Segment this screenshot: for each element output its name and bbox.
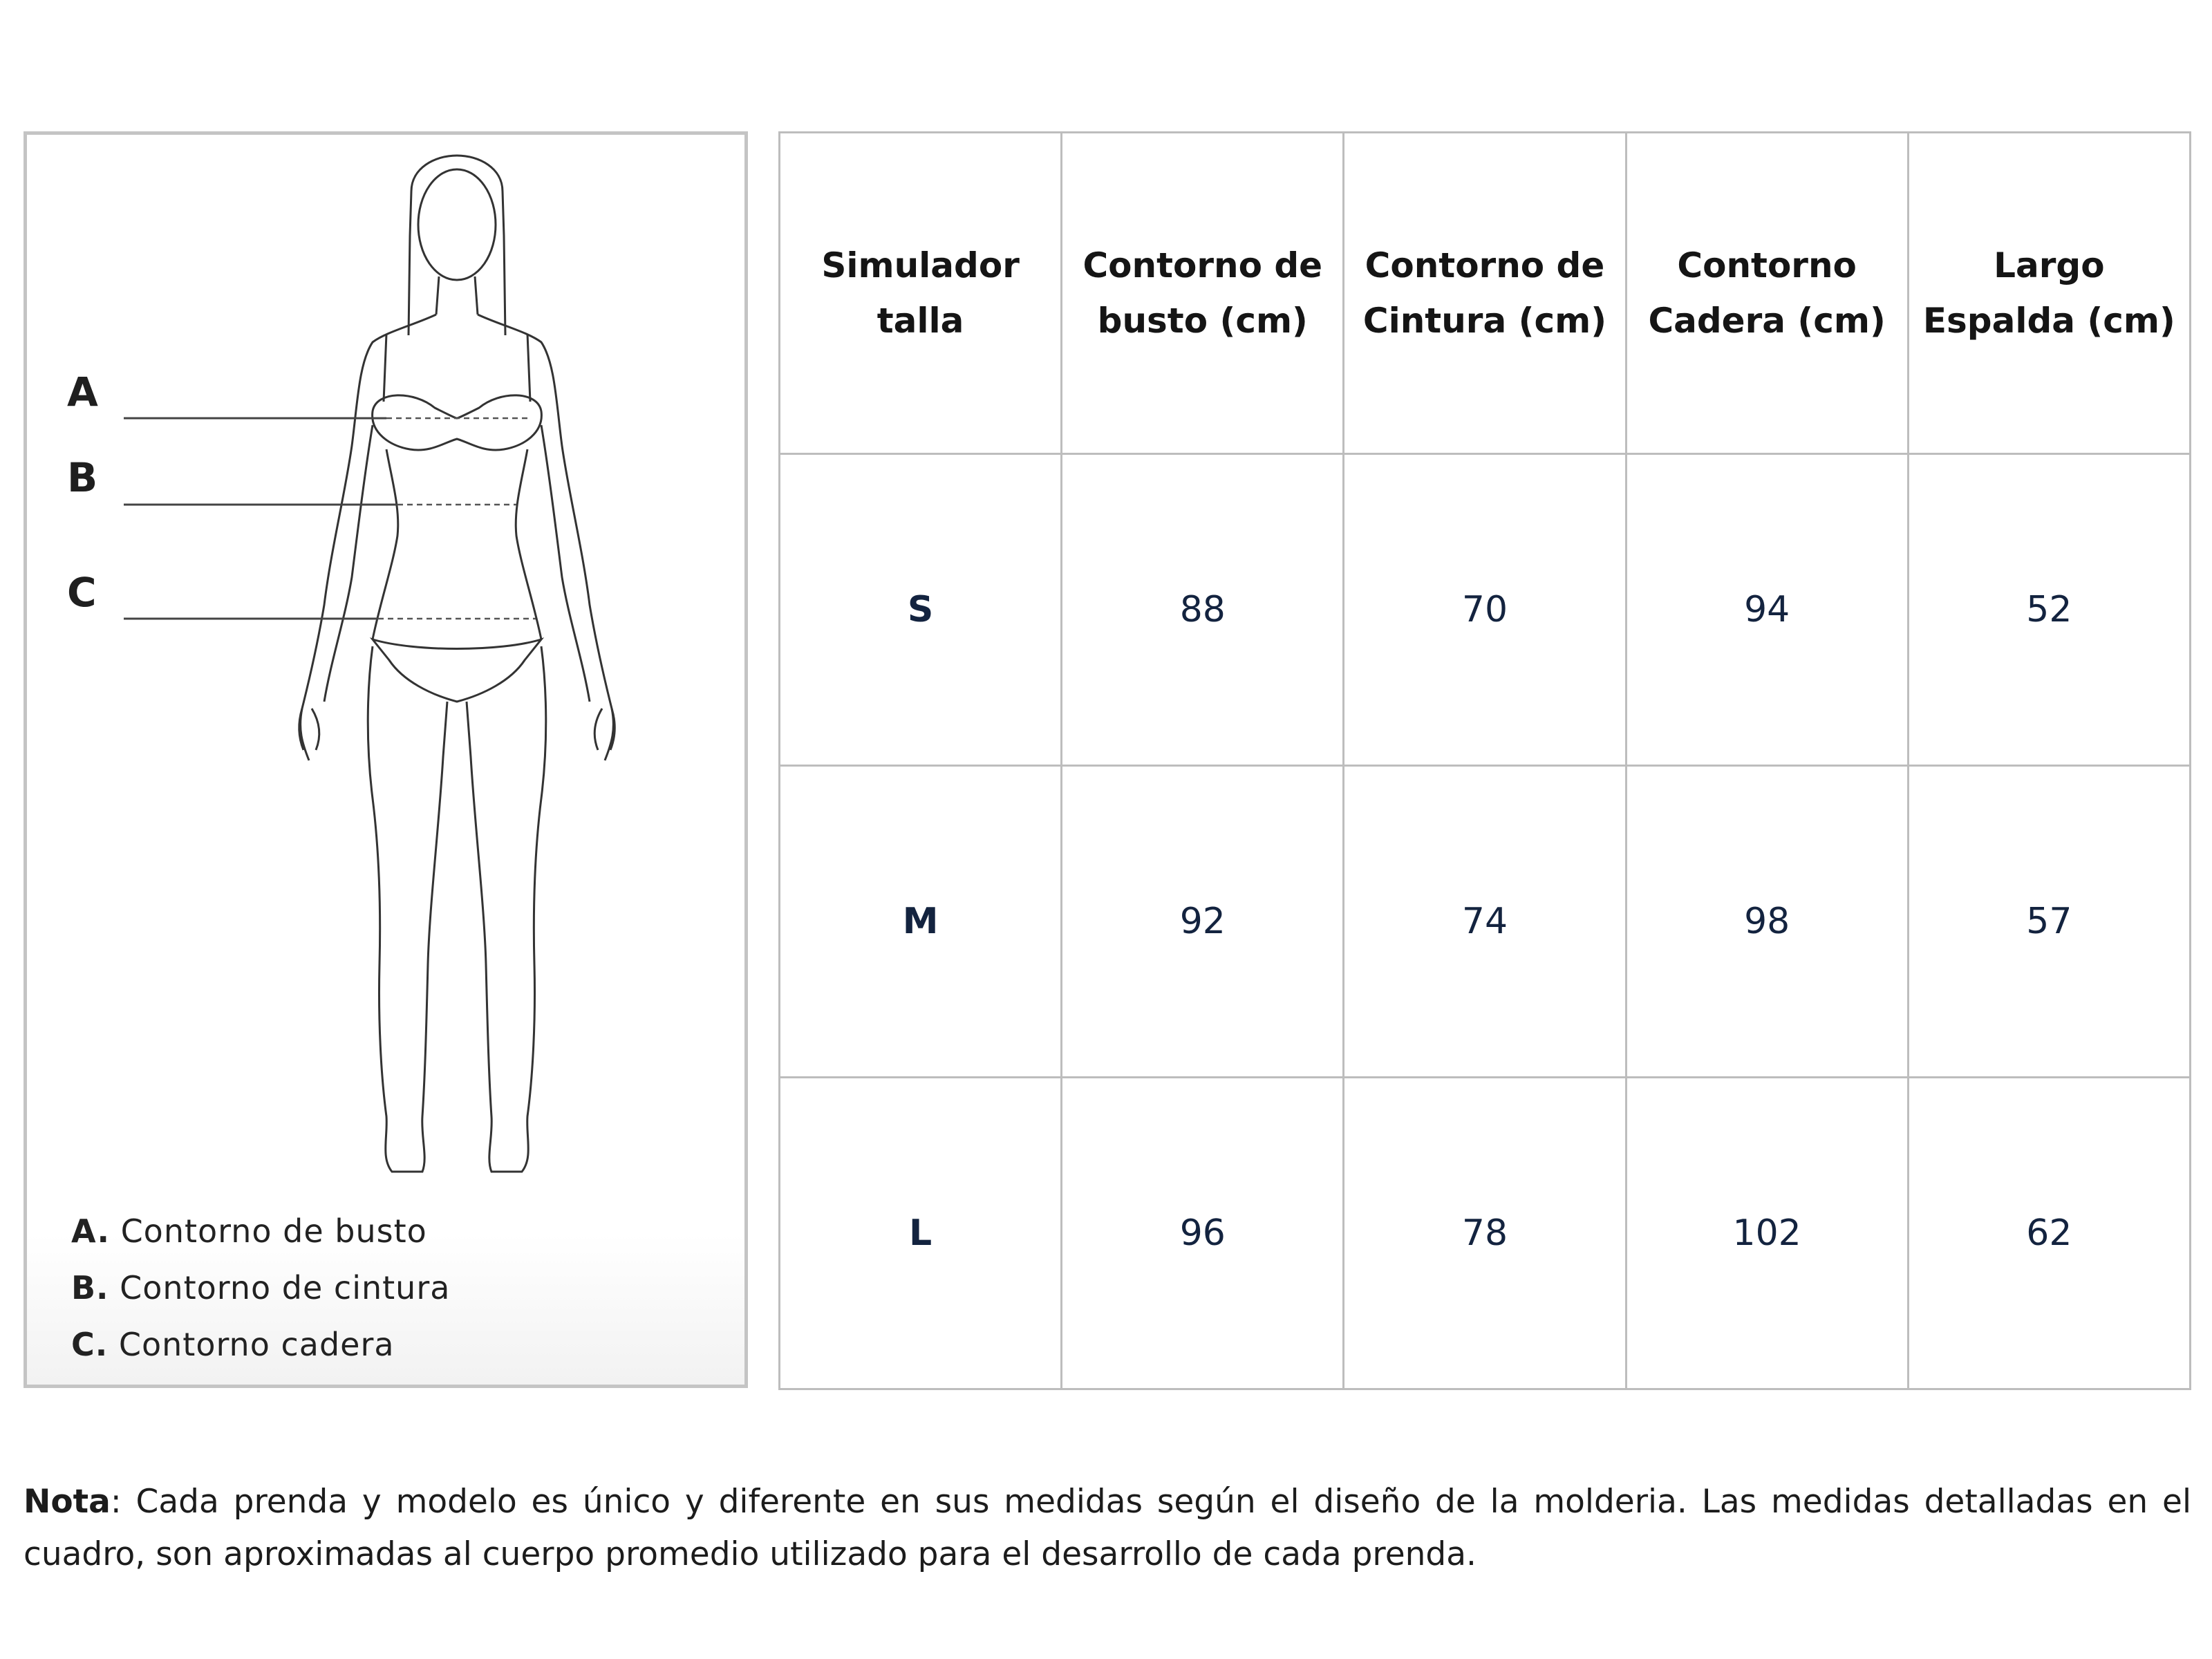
size-cell: L <box>780 1078 1062 1389</box>
legend-item-cadera: C. Contorno cadera <box>71 1326 395 1363</box>
note-label: Nota <box>24 1483 111 1521</box>
legend-item-busto: A. Contorno de busto <box>71 1212 427 1250</box>
table-cell: 94 <box>1626 454 1908 766</box>
table-row <box>780 454 2191 766</box>
size-table <box>778 131 2191 1390</box>
table-cell: 78 <box>1344 1078 1626 1389</box>
table-cell: 92 <box>1062 766 1344 1078</box>
table-cell: 96 <box>1062 1078 1344 1389</box>
table-cell: 88 <box>1062 454 1344 766</box>
table-row <box>780 1078 2191 1389</box>
legend-item-cintura: B. Contorno de cintura <box>71 1269 451 1306</box>
size-note <box>24 1476 2191 1581</box>
marker-a: A <box>67 368 98 415</box>
size-cell: S <box>780 454 1062 766</box>
header-contorno-busto: Contorno de busto (cm) <box>1062 133 1344 454</box>
table-cell: 52 <box>1908 454 2190 766</box>
body-figure-panel <box>24 131 748 1388</box>
table-cell: 102 <box>1626 1078 1908 1389</box>
table-cell: 98 <box>1626 766 1908 1078</box>
table-cell: 70 <box>1344 454 1626 766</box>
header-contorno-cintura: Contorno de Cintura (cm) <box>1344 133 1626 454</box>
table-cell: 74 <box>1344 766 1626 1078</box>
table-row <box>780 766 2191 1078</box>
header-largo-espalda: Largo Espalda (cm) <box>1908 133 2190 454</box>
marker-c: C <box>67 569 97 616</box>
note-text: : Cada prenda y modelo es único y diferente en sus medidas según el diseño de la molderia. Las medidas detalladas en el cuadro, son aproximadas al cuerpo promedio utilizado para el desarrollo de cada prenda. <box>24 1483 2191 1573</box>
table-cell: 62 <box>1908 1078 2190 1389</box>
body-silhouette-icon <box>27 135 744 1385</box>
header-contorno-cadera: Contorno Cadera (cm) <box>1626 133 1908 454</box>
marker-b: B <box>67 454 98 501</box>
table-header-row <box>780 133 2191 454</box>
table-cell: 57 <box>1908 766 2190 1078</box>
header-simulador-talla: Simulador talla <box>780 133 1062 454</box>
measurement-legend <box>71 1203 450 1373</box>
size-cell: M <box>780 766 1062 1078</box>
